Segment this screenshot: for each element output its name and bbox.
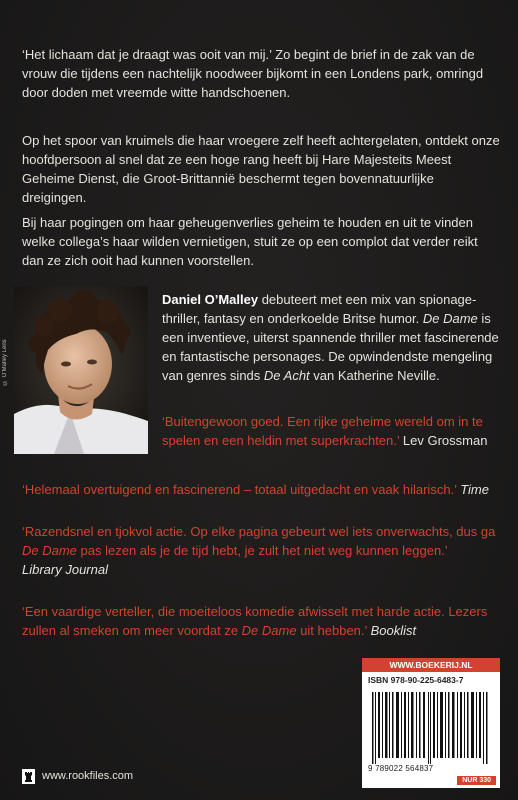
quote-source: Booklist: [370, 623, 417, 638]
photo-credit: © O’Malley Lens: [2, 339, 8, 385]
bio-text-2: is een inventieve, uiterst spannende thriller met fascinerende en fantastische personages. De opwindendste mengeling van genres sinds: [162, 311, 499, 383]
blurb-paragraph-1: ‘Het lichaam dat je draagt was ooit van mij.’ Zo begint de brief in de zak van de vrouw die tijdens een nachtelijk noodweer bijkomt in een Londens park, omringd door doden met vreemde witte handschoenen.: [22, 47, 484, 100]
blurb-paragraph-2: Op het spoor van kruimels die haar vroegere zelf heeft achtergelaten, ontdekt onze hoofdpersoon al snel dat ze een hoge rang heeft bij Hare Majesteits Meest Geheime Dienst, die Groot-Brittannië beschermt tegen bovennatuurlijke dreigingen.: [22, 133, 500, 205]
quote-book-title: De Dame: [22, 543, 77, 558]
publisher-website: WWW.BOEKERIJ.NL: [362, 658, 500, 672]
isbn-label: ISBN 978-90-225-6483-7: [368, 675, 464, 685]
quote-text: ‘Buitengewoon goed. Een rijke geheime wereld om in te spelen en een heldin met superkrachten.’: [162, 414, 483, 448]
bio-text-3: van Katherine Neville.: [309, 368, 440, 383]
barcode-panel: [362, 658, 500, 788]
review-quote-2: [22, 480, 502, 499]
quote-text: ‘Razendsnel en tjokvol actie. Op elke pagina gebeurt wel iets onverwachts, dus ga: [22, 524, 496, 539]
quote-source: Lev Grossman: [402, 433, 488, 448]
quote-text: pas lezen als je de tijd hebt, je zult het niet weg kunnen leggen.’: [76, 543, 448, 558]
barcode-digits: 9 789022 564837: [368, 764, 434, 773]
review-quote-4: [22, 602, 502, 640]
quote-source: Library Journal: [22, 562, 108, 577]
blurb-paragraph-3: Bij haar pogingen om haar geheugenverlies geheim te houden en uit te vinden welke collega’s haar wilden vernietigen, stuit ze op een complot dat verder reikt dan ze zich ooit had kunnen voorstellen.: [22, 215, 478, 268]
nur-code: NUR 330: [457, 776, 496, 785]
review-quote-3: [22, 522, 502, 579]
rook-logo-icon: [22, 769, 35, 784]
author-name: Daniel O’Malley: [162, 292, 259, 307]
quote-text: ‘Een vaardige verteller, die moeiteloos komedie afwisselt met harde actie. Lezers zullen al smeken om meer voordat ze: [22, 604, 488, 638]
bio-book-title: De Dame: [422, 311, 478, 326]
barcode: [368, 692, 494, 764]
quote-text: uit hebben.’: [296, 623, 367, 638]
publisher-url: www.rookfiles.com: [42, 770, 134, 782]
bio-text-1: debuteert met een mix van spionage-thriller, fantasy en onderkoelde Britse humor.: [162, 292, 477, 326]
author-photo: [14, 286, 148, 454]
quote-book-title: De Dame: [241, 623, 297, 638]
review-quote-1: [162, 412, 502, 450]
author-bio: [162, 290, 502, 385]
quote-text: ‘Helemaal overtuigend en fascinerend – totaal uitgedacht en vaak hilarisch.’: [22, 482, 457, 497]
publisher-footer: [22, 768, 133, 784]
quote-source: Time: [460, 482, 489, 497]
bio-book-title-2: De Acht: [263, 368, 310, 383]
